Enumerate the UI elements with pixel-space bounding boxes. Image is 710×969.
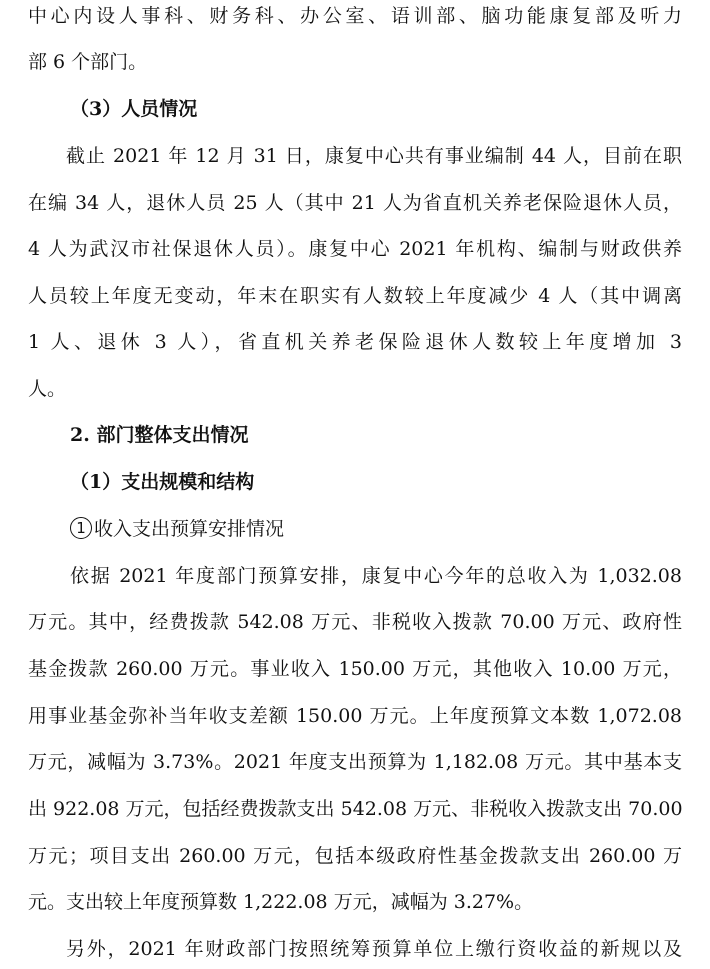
body-line: 万元；项目支出 260.00 万元，包括本级政府性基金拨款支出 260.00 万 [28,845,682,867]
circled-number: 1 [70,517,92,539]
body-line: 部 6 个部门。 [28,51,148,73]
body-line: 基金拨款 260.00 万元。事业收入 150.00 万元，其他收入 10.00 万元， [28,658,682,680]
body-line: 元。支出较上年度预算数 1,222.08 万元，减幅为 3.27%。 [28,891,534,913]
body-line: 万元，减幅为 3.73%。2021 年度支出预算为 1,182.08 万元。其中基本支 [28,751,682,773]
body-line: 截止 2021 年 12 月 31 日，康复中心共有事业编制 44 人，目前在职 [66,145,682,167]
section-heading: 2. 部门整体支出情况 [70,424,249,446]
body-line: 人员较上年度无变动，年末在职实有人数较上年度减少 4 人（其中调离 [28,285,682,307]
body-line: 在编 34 人，退休人员 25 人（其中 21 人为省直机关养老保险退休人员， [28,192,682,214]
body-line: 出 922.08 万元，包括经费拨款支出 542.08 万元、非税收入拨款支出 70.00 [28,798,683,820]
body-line: 4 人为武汉市社保退休人员）。康复中心 2021 年机构、编制与财政供养 [28,238,682,260]
numbered-heading [70,509,682,549]
body-line: 万元。其中，经费拨款 542.08 万元、非税收入拨款 70.00 万元、政府性 [28,611,682,633]
body-line: 另外，2021 年财政部门按照统筹预算单位上缴行资收益的新规以及 [66,938,682,960]
body-line: 人。 [28,378,67,400]
body-line: 用事业基金弥补当年收支差额 150.00 万元。上年度预算文本数 1,072.08 [28,705,682,727]
body-line: 依据 2021 年度部门预算安排，康复中心今年的总收入为 1,032.08 [70,565,682,587]
numbered-heading-label: 收入支出预算安排情况 [94,518,285,540]
section-heading: （3）人员情况 [70,98,198,120]
body-line: 1 人、退休 3 人），省直机关养老保险退休人数较上年度增加 3 [28,331,682,353]
body-line: 中心内设人事科、财务科、办公室、语训部、脑功能康复部及听力 [28,5,682,27]
subsection-heading: （1）支出规模和结构 [70,471,255,493]
